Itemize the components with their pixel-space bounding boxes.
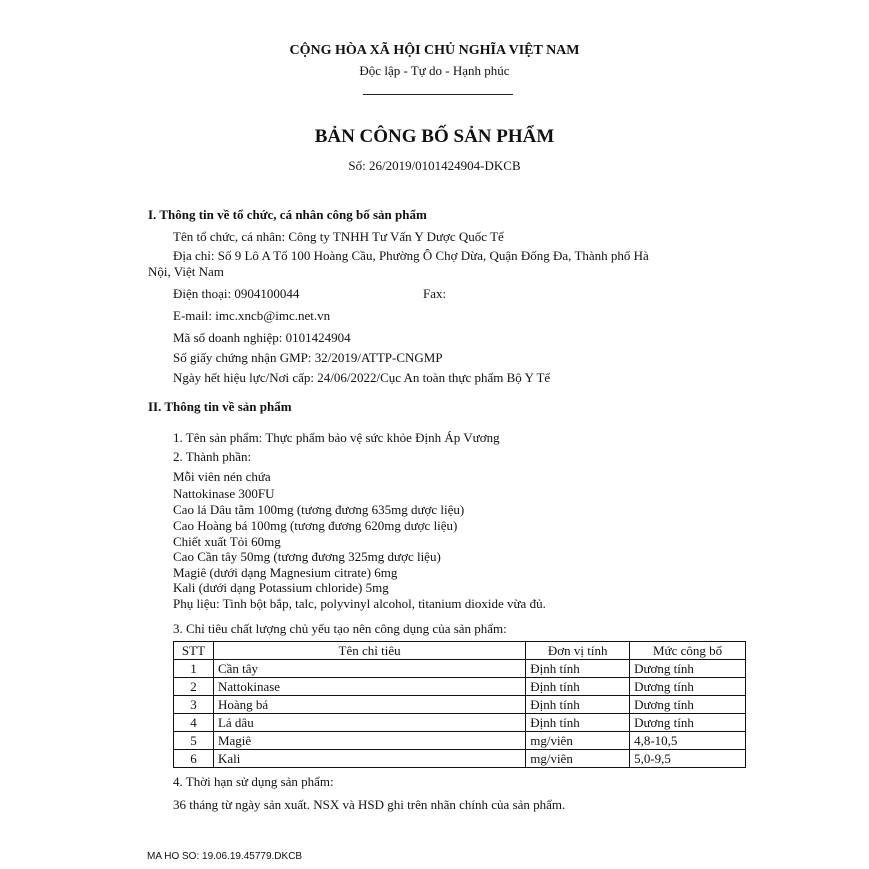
fax: Fax:: [423, 286, 447, 301]
address-line-1: Địa chỉ: Số 9 Lô A Tổ 100 Hoàng Cầu, Phường Ô Chợ Dừa, Quận Đống Đa, Thành phố Hà: [173, 248, 649, 263]
cell-criterion: Hoàng bá: [213, 696, 525, 714]
composition-item: Cao Cần tây 50mg (tương đương 325mg dược liệu): [173, 549, 441, 564]
dossier-code: MA HO SO: 19.06.19.45779.DKCB: [147, 851, 303, 862]
composition-item: Magiê (dưới dạng Magnesium citrate) 6mg: [173, 565, 398, 580]
cell-unit: Định tính: [526, 660, 630, 678]
table-header-row: [174, 642, 746, 660]
cell-criterion: Nattokinase: [213, 678, 525, 696]
header-divider: [363, 94, 513, 95]
cell-level: 5,0-9,5: [630, 750, 746, 768]
cell-unit: Định tính: [526, 678, 630, 696]
cell-level: Dương tính: [630, 678, 746, 696]
cell-criterion: Kali: [213, 750, 525, 768]
cell-level: 4,8-10,5: [630, 732, 746, 750]
tax-code: Mã số doanh nghiệp: 0101424904: [173, 330, 351, 345]
expiry-issuer: Ngày hết hiệu lực/Nơi cấp: 24/06/2022/Cục An toàn thực phẩm Bộ Y Tế: [173, 370, 551, 385]
document-number: Số: 26/2019/0101424904-DKCB: [348, 158, 521, 173]
cell-stt: 3: [174, 696, 214, 714]
shelf-life-label: 4. Thời hạn sử dụng sản phẩm:: [173, 774, 334, 789]
cell-stt: 4: [174, 714, 214, 732]
cell-criterion: Lá dâu: [213, 714, 525, 732]
composition-item: Mỗi viên nén chứa: [173, 469, 271, 484]
cell-unit: mg/viên: [526, 750, 630, 768]
composition-item: Cao lá Dâu tằm 100mg (tương đương 635mg dược liệu): [173, 502, 465, 517]
header-level: Mức công bố: [630, 642, 746, 660]
section-2-heading: II. Thông tin về sản phẩm: [148, 399, 292, 414]
composition-excipients: Phụ liệu: Tinh bột bắp, talc, polyvinyl alcohol, titanium dioxide vừa đủ.: [173, 596, 546, 611]
cell-level: Dương tính: [630, 660, 746, 678]
cell-stt: 5: [174, 732, 214, 750]
cell-unit: Định tính: [526, 696, 630, 714]
table-row: [174, 732, 746, 750]
quality-label: 3. Chỉ tiêu chất lượng chủ yếu tạo nên công dụng của sản phẩm:: [173, 621, 507, 636]
cell-criterion: Cần tây: [213, 660, 525, 678]
org-name: Tên tổ chức, cá nhân: Công ty TNHH Tư Vấn Y Dược Quốc Tế: [173, 229, 504, 244]
header-criterion: Tên chỉ tiêu: [213, 642, 525, 660]
cell-unit: Định tính: [526, 714, 630, 732]
cell-unit: mg/viên: [526, 732, 630, 750]
cell-stt: 2: [174, 678, 214, 696]
cell-criterion: Magiê: [213, 732, 525, 750]
country-heading: CỘNG HÒA XÃ HỘI CHỦ NGHĨA VIỆT NAM: [289, 43, 580, 58]
cell-level: Dương tính: [630, 696, 746, 714]
table-row: [174, 678, 746, 696]
header-unit: Đơn vị tính: [526, 642, 630, 660]
composition-item: Kali (dưới dạng Potassium chloride) 5mg: [173, 580, 389, 595]
product-name: 1. Tên sản phẩm: Thực phẩm bảo vệ sức khỏe Định Áp Vương: [173, 430, 500, 445]
cell-stt: 1: [174, 660, 214, 678]
composition-item: Cao Hoàng bá 100mg (tương đương 620mg dược liệu): [173, 518, 458, 533]
table-row: [174, 714, 746, 732]
email: E-mail: imc.xncb@imc.net.vn: [173, 308, 331, 323]
motto: Độc lập - Tự do - Hạnh phúc: [359, 63, 510, 78]
cell-stt: 6: [174, 750, 214, 768]
section-1-heading: I. Thông tin về tổ chức, cá nhân công bố sản phẩm: [148, 207, 427, 222]
document-title: BẢN CÔNG BỐ SẢN PHẨM: [314, 126, 555, 147]
quality-table: [173, 641, 746, 768]
cell-level: Dương tính: [630, 714, 746, 732]
composition-item: Nattokinase 300FU: [173, 486, 275, 501]
table-row: [174, 750, 746, 768]
shelf-life: 36 tháng từ ngày sản xuất. NSX và HSD ghi trên nhãn chính của sản phẩm.: [173, 797, 566, 812]
table-row: [174, 660, 746, 678]
header-stt: STT: [174, 642, 214, 660]
composition-label: 2. Thành phần:: [173, 449, 252, 464]
composition-item: Chiết xuất Tỏi 60mg: [173, 534, 281, 549]
gmp-certificate: Số giấy chứng nhận GMP: 32/2019/ATTP-CNGMP: [173, 350, 443, 365]
table-row: [174, 696, 746, 714]
phone: Điện thoại: 0904100044: [173, 286, 300, 301]
address-line-2: Nội, Việt Nam: [148, 264, 224, 279]
